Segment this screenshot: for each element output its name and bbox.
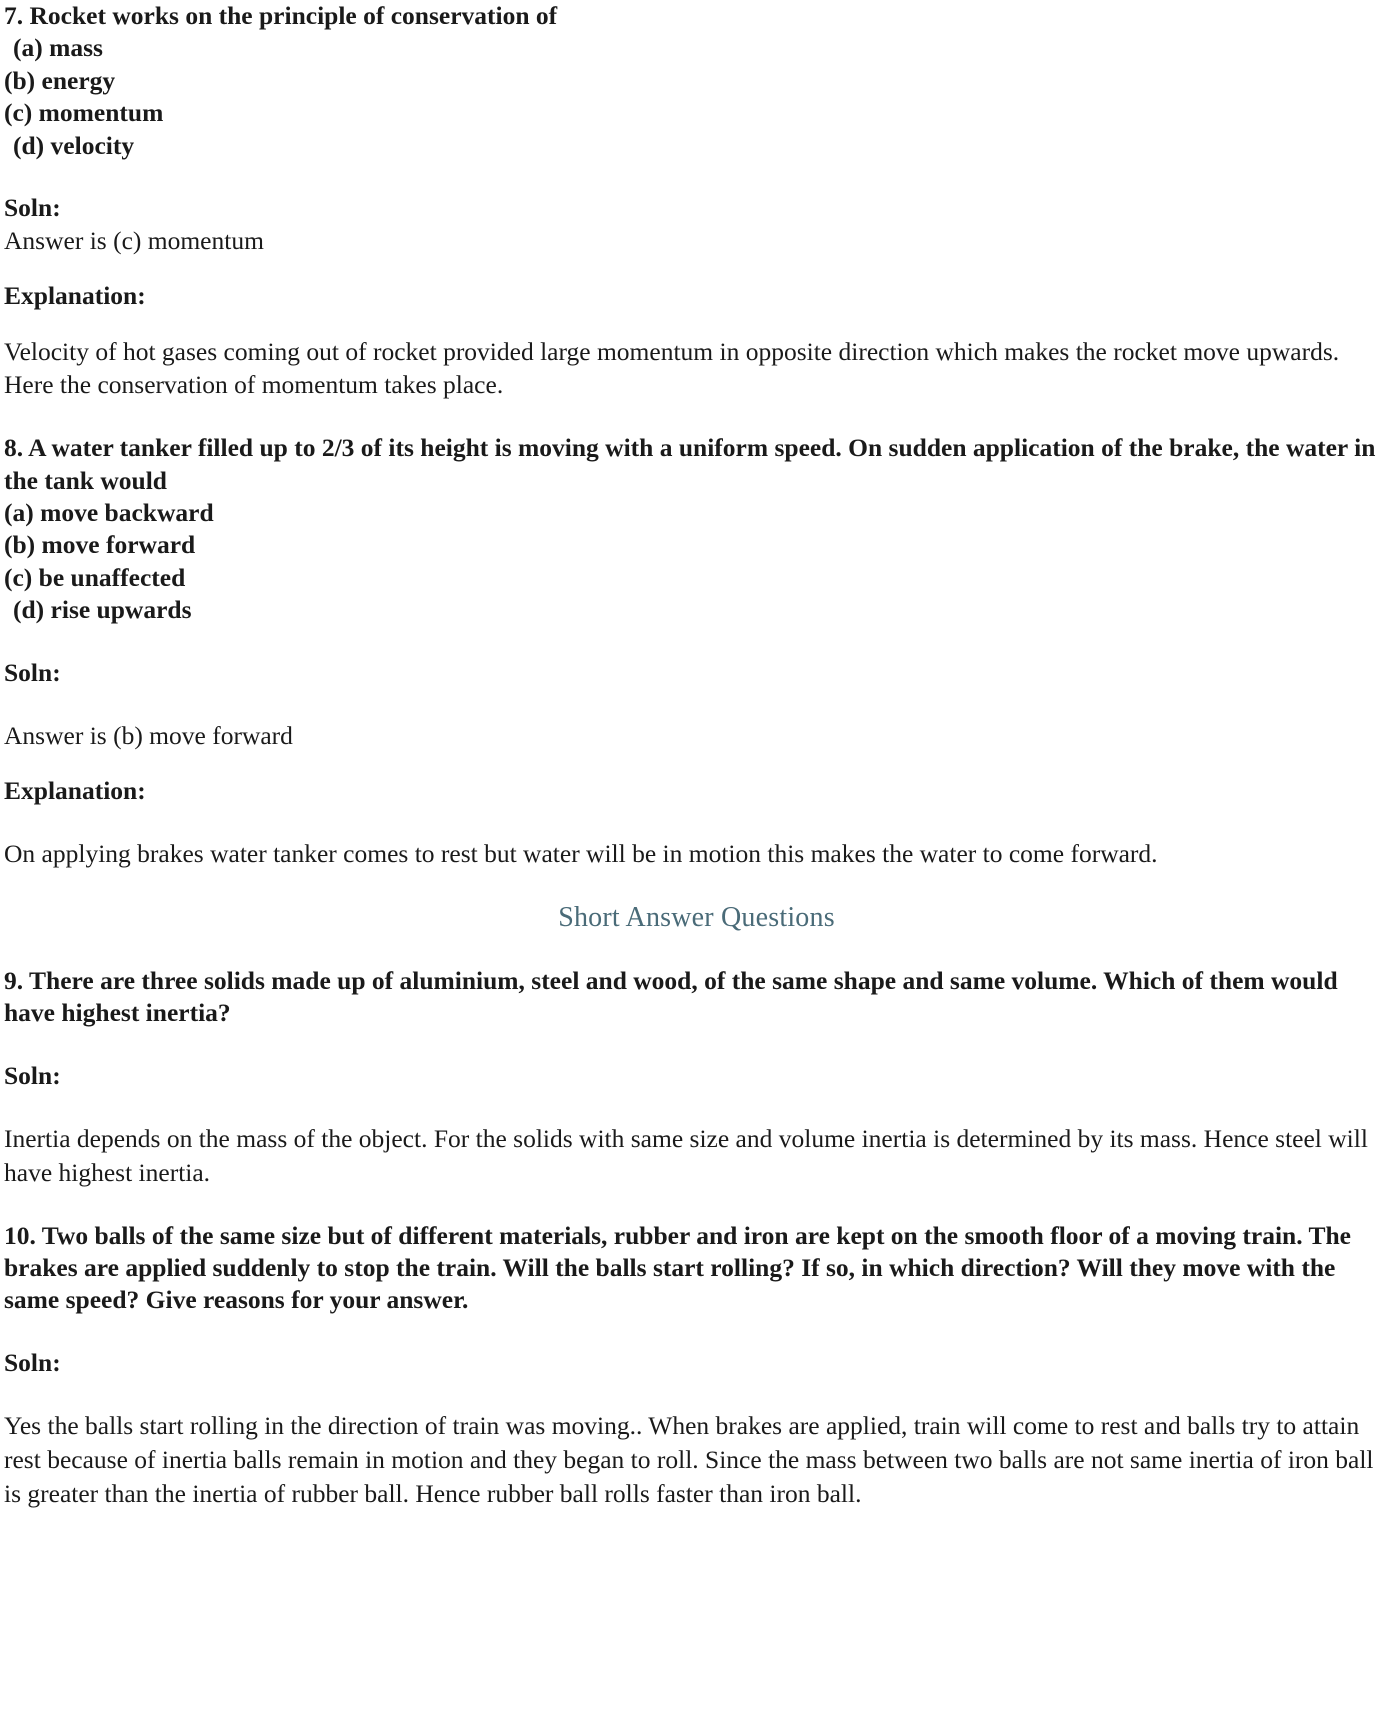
spacer	[4, 1190, 1389, 1220]
spacer	[4, 1379, 1389, 1409]
question-8-option-a: (a) move backward	[4, 498, 214, 528]
question-10-soln-label: Soln:	[4, 1347, 61, 1377]
question-8-option-b: (b) move forward	[4, 530, 196, 560]
question-8-explanation-label: Explanation:	[4, 775, 146, 805]
question-8-answer: Answer is (b) move forward	[4, 720, 293, 750]
spacer	[4, 1092, 1389, 1122]
question-7-option-a: (a) mass	[13, 33, 103, 63]
spacer	[4, 753, 1389, 775]
spacer	[4, 1317, 1389, 1347]
spacer	[4, 258, 1389, 280]
question-7-explanation: Velocity of hot gases coming out of rocket provided large momentum in opposite direction which makes the rocket move upwards. Here the conservation of momentum takes place.	[4, 336, 1340, 400]
spacer	[4, 871, 1389, 901]
question-9-answer: Inertia depends on the mass of the object. For the solids with same size and volume inertia is determined by its mass. Hence steel will have highest inertia.	[4, 1123, 1368, 1187]
question-8-option-d: (d) rise upwards	[13, 595, 192, 625]
question-7-soln-label: Soln:	[4, 192, 61, 222]
question-7-title: 7. Rocket works on the principle of conservation of	[4, 1, 558, 30]
question-7-option-d: (d) velocity	[13, 130, 135, 160]
question-9-soln-label: Soln:	[4, 1060, 61, 1090]
spacer	[4, 935, 1389, 965]
question-7-option-c: (c) momentum	[4, 98, 164, 128]
spacer	[4, 402, 1389, 432]
question-7-option-b: (b) energy	[4, 65, 116, 95]
spacer	[4, 162, 1389, 192]
question-7-explanation-label: Explanation:	[4, 281, 146, 311]
spacer	[4, 689, 1389, 719]
question-10-answer: Yes the balls start rolling in the direction of train was moving.. When brakes are applied, train will come to rest and balls try to attain rest because of inertia balls remain in motion and they began to roll. Since the mass between two balls are not same inertia of iron ball is greater than the inertia of rubber ball. Hence rubber ball rolls faster than iron ball.	[4, 1411, 1374, 1508]
question-10-title: 10. Two balls of the same size but of different materials, rubber and iron are kept on the smooth floor of a moving train. The brakes are applied suddenly to stop the train. Will the balls start rolling? If so, in which direction? Will they move with the same speed? Give reasons for your answer.	[4, 1220, 1352, 1315]
spacer	[4, 1030, 1389, 1060]
question-7-answer: Answer is (c) momentum	[4, 226, 264, 256]
spacer	[4, 313, 1389, 335]
section-heading-short-answer-questions: Short Answer Questions	[558, 902, 835, 934]
question-8-soln-label: Soln:	[4, 657, 61, 687]
question-8-title: 8. A water tanker filled up to 2/3 of its height is moving with a uniform speed. On sudden application of the brake, the water in the tank would	[4, 433, 1376, 495]
question-8-option-c: (c) be unaffected	[4, 562, 186, 592]
question-9-title: 9. There are three solids made up of aluminium, steel and wood, of the same shape and same volume. Which of them would have highest inertia?	[4, 965, 1338, 1028]
spacer	[4, 627, 1389, 657]
question-8-explanation: On applying brakes water tanker comes to rest but water will be in motion this makes the water to come forward.	[4, 839, 1158, 869]
spacer	[4, 807, 1389, 837]
